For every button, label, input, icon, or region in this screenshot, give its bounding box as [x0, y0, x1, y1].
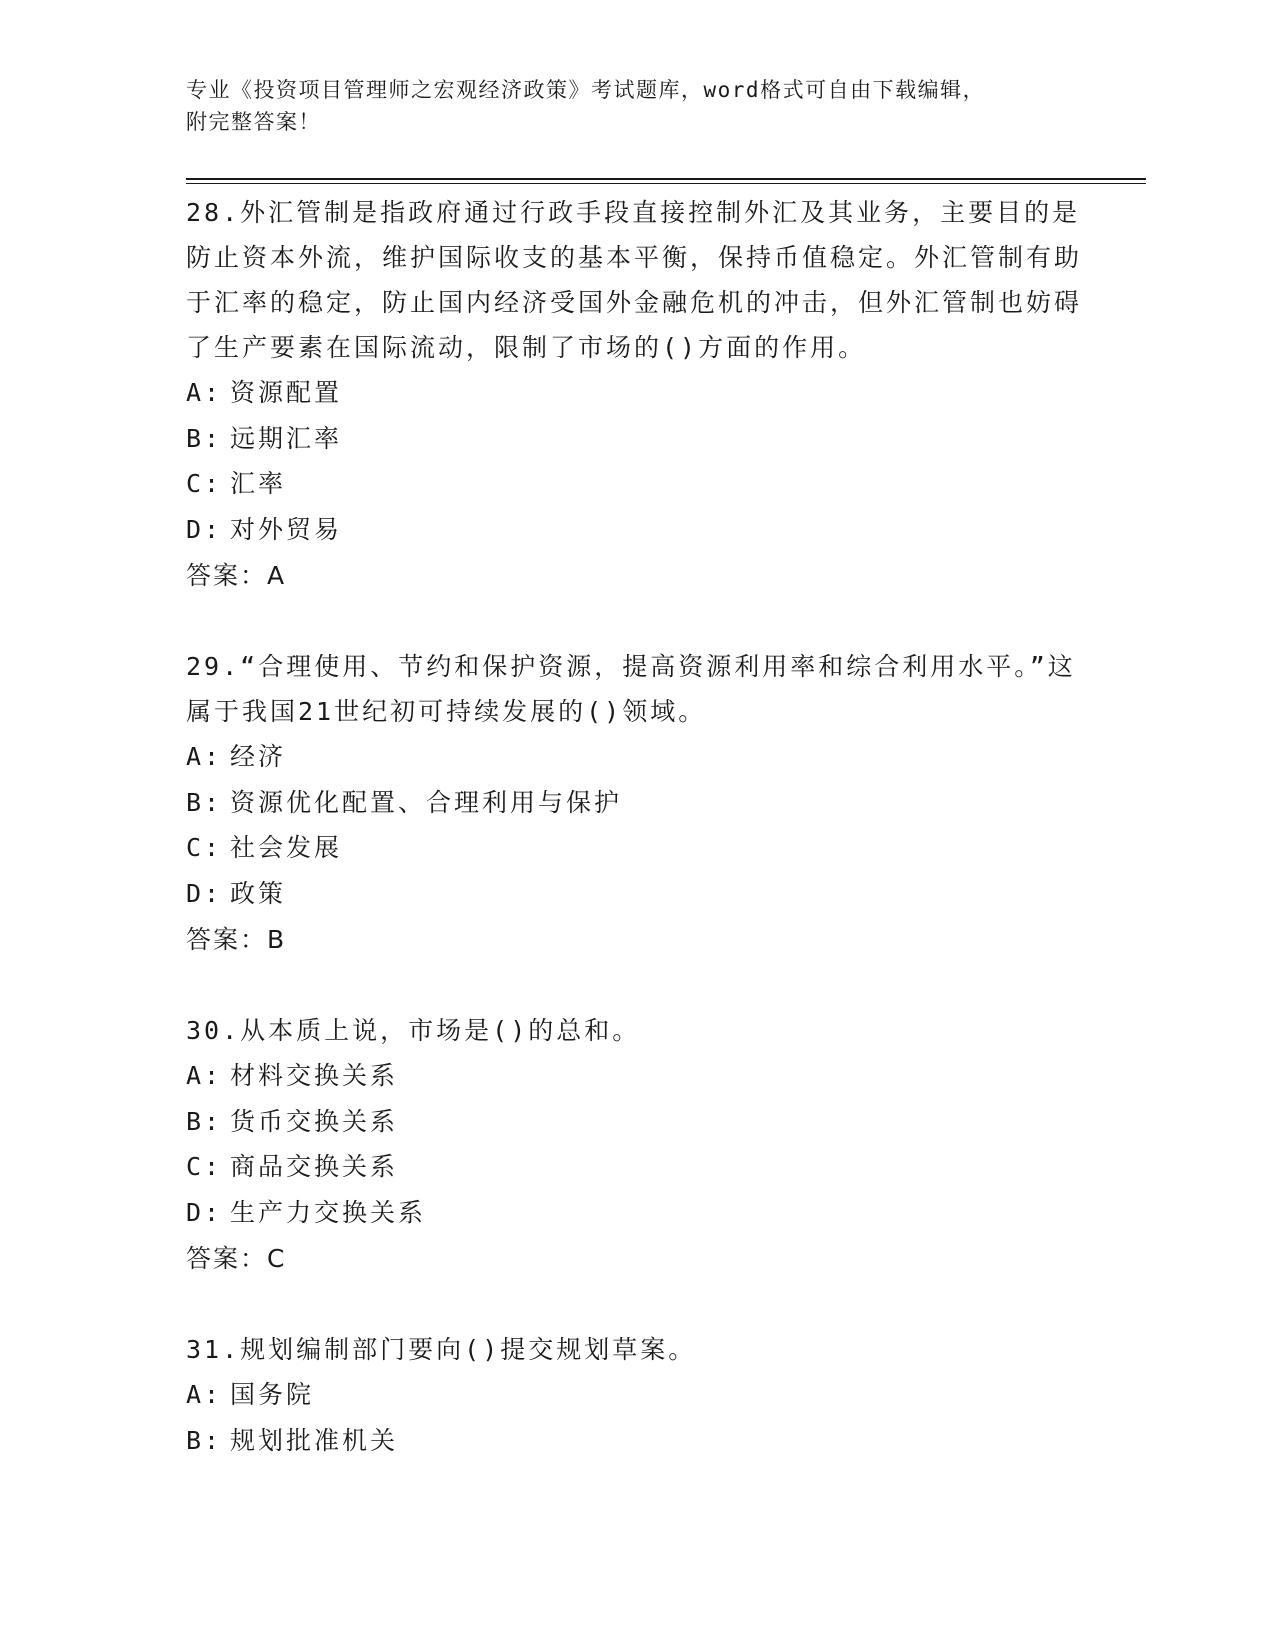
question-stem: 29.“合理使用、节约和保护资源，提高资源利用率和综合利用水平。”这属于我国21世纪初可持续发展的()领域。: [186, 652, 1076, 726]
question-stem: 28.外汇管制是指政府通过行政手段直接控制外汇及其业务，主要目的是防止资本外流，维护国际收支的基本平衡，保持币值稳定。外汇管制有助于汇率的稳定，防止国内经济受国外金融危机的冲击，但外汇管制也妨碍了生产要素在国际流动，限制了市场的()方面的作用。: [186, 198, 1083, 362]
option-text: 远期汇率: [230, 423, 343, 453]
option-text: 对外贸易: [230, 514, 343, 544]
option-c: [186, 825, 1086, 871]
option-b: [186, 1418, 1086, 1464]
header-divider-thin: [186, 183, 1146, 184]
option-d: [186, 871, 1086, 917]
option-a: [186, 734, 1086, 780]
option-letter: B:: [186, 423, 223, 453]
option-text: 经济: [230, 742, 287, 771]
option-text: 政策: [230, 878, 287, 908]
header-divider-thick: [186, 178, 1146, 180]
option-text: 规划批准机关: [230, 1425, 399, 1455]
option-letter: C:: [186, 833, 223, 862]
header-line-2: 附完整答案！: [186, 110, 321, 134]
option-letter: C:: [186, 1152, 223, 1181]
option-text: 国务院: [230, 1380, 315, 1409]
document-header: [186, 74, 1066, 138]
option-b: [186, 780, 1086, 826]
answer-line: 答案：A: [186, 561, 287, 590]
header-line-1: 专业《投资项目管理师之宏观经济政策》考试题库，word格式可自由下载编辑，: [186, 78, 986, 102]
option-text: 资源优化配置、合理利用与保护: [230, 787, 623, 817]
answer-line: 答案：B: [186, 925, 287, 954]
option-b: [186, 416, 1086, 462]
option-a: [186, 1053, 1086, 1099]
option-c: [186, 1144, 1086, 1190]
question-list: [186, 190, 1086, 1507]
question-29: [186, 644, 1086, 964]
option-text: 商品交换关系: [230, 1152, 399, 1181]
option-text: 材料交换关系: [230, 1061, 399, 1090]
question-31: [186, 1327, 1086, 1463]
option-text: 汇率: [230, 469, 287, 498]
question-30: [186, 1008, 1086, 1283]
question-28: [186, 190, 1086, 600]
option-letter: B:: [186, 1425, 223, 1455]
option-d: [186, 1190, 1086, 1236]
answer-line: 答案：C: [186, 1244, 287, 1273]
option-a: [186, 370, 1086, 416]
option-letter: D:: [186, 1197, 223, 1227]
option-b: [186, 1099, 1086, 1145]
option-text: 资源配置: [230, 378, 343, 407]
option-text: 生产力交换关系: [230, 1197, 427, 1227]
option-c: [186, 461, 1086, 507]
option-text: 货币交换关系: [230, 1106, 399, 1136]
question-stem: 31.规划编制部门要向()提交规划草案。: [186, 1335, 697, 1364]
option-letter: A:: [186, 742, 223, 771]
option-a: [186, 1372, 1086, 1418]
question-stem: 30.从本质上说，市场是()的总和。: [186, 1016, 641, 1045]
option-text: 社会发展: [230, 833, 343, 862]
option-letter: C:: [186, 469, 223, 498]
option-letter: A:: [186, 378, 223, 407]
option-letter: B:: [186, 787, 223, 817]
option-d: [186, 507, 1086, 553]
option-letter: D:: [186, 514, 223, 544]
option-letter: A:: [186, 1380, 223, 1409]
option-letter: A:: [186, 1061, 223, 1090]
option-letter: D:: [186, 878, 223, 908]
option-letter: B:: [186, 1106, 223, 1136]
